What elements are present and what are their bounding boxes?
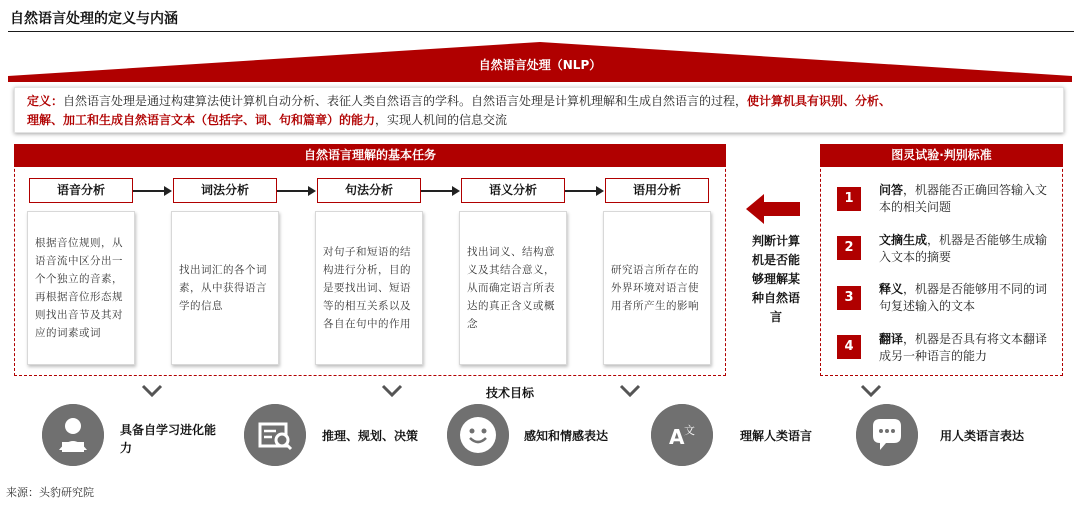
step-syntactic-analysis: 句法分析 <box>317 178 421 203</box>
flow-arrow-head <box>596 186 604 196</box>
turing-test-title: 图灵试验·判别标准 <box>820 144 1063 167</box>
criterion-term: 文摘生成 <box>879 233 928 247</box>
goal-label: 具备自学习进化能力 <box>120 423 217 455</box>
left-arrow-icon <box>746 194 800 224</box>
nlp-header: 自然语言处理（NLP） <box>478 58 602 72</box>
task-card-pragmatic: 研究语言所存在的外界环境对语言使用者所产生的影响 <box>603 211 711 365</box>
chevron-down-icon <box>141 384 163 398</box>
task-card-semantic: 找出词义、结构意义及其结合意义，从而确定语言所表达的真正含义或概念 <box>459 211 567 365</box>
definition-text: 自然语言处理是通过构建算法使计算机自动分析、表征人类自然语言的学科。自然语言处理是计算机理解和生成自然语言的过程， <box>63 94 748 108</box>
criterion-number: 4 <box>837 335 861 359</box>
criterion-number: 3 <box>837 286 861 310</box>
criterion-summary <box>879 232 1055 266</box>
criterion-translation <box>879 331 1055 365</box>
goals-title: 技术目标 <box>486 386 535 400</box>
reasoning-search-icon <box>244 404 306 466</box>
criterion-desc: ，机器是否能够生成输入文本的摘要 <box>879 233 1048 264</box>
definition-text-end: ，实现人机间的信息交流 <box>375 113 508 127</box>
criterion-number: 1 <box>837 187 861 211</box>
source-note: 来源：头豹研究院 <box>6 486 94 499</box>
definition-box <box>14 87 1064 133</box>
definition-label: 定义： <box>27 94 64 108</box>
chevron-down-icon <box>860 384 882 398</box>
criterion-qa <box>879 182 1055 216</box>
flow-arrow-head <box>164 186 172 196</box>
step-lexical-analysis: 词法分析 <box>173 178 277 203</box>
goal-label: 理解人类语言 <box>740 429 813 443</box>
criterion-desc: ，机器是否能够用不同的词句复述输入的文本 <box>879 282 1048 313</box>
judge-text: 判断计算机是否能够理解某种自然语言 <box>752 234 801 324</box>
step-phonetic-analysis: 语音分析 <box>29 178 133 203</box>
title-divider <box>8 31 1074 32</box>
speech-bubble-icon <box>856 404 918 466</box>
criterion-term: 释义 <box>879 282 904 296</box>
step-semantic-analysis: 语义分析 <box>461 178 565 203</box>
translate-icon <box>651 404 713 466</box>
chevron-down-icon <box>381 384 403 398</box>
criterion-term: 问答 <box>879 183 904 197</box>
task-card-phonetic: 根据音位规则，从语音流中区分出一个个独立的音素，再根据音位形态规则找出音节及其对应的词素或词 <box>27 211 135 365</box>
criterion-paraphrase <box>879 281 1055 315</box>
smiley-face-icon <box>447 404 509 466</box>
svg-text:A: A <box>669 425 685 449</box>
task-card-lexical: 找出词汇的各个词素，从中获得语言学的信息 <box>171 211 279 365</box>
goal-label: 用人类语言表达 <box>940 429 1025 443</box>
self-learning-icon <box>42 404 104 466</box>
task-card-syntactic: 对句子和短语的结构进行分析，目的是要找出词、短语等的相互关系以及各自在句中的作用 <box>315 211 423 365</box>
definition-highlight: 使计算机具有识别、分析、 <box>747 94 892 108</box>
flow-arrow <box>421 190 453 192</box>
page-title: 自然语言处理的定义与内涵 <box>10 11 178 27</box>
definition-highlight-continued: 理解、加工和生成自然语言文本（包括字、词、句和篇章）的能力 <box>27 113 376 127</box>
step-pragmatic-analysis: 语用分析 <box>605 178 709 203</box>
goal-label: 感知和情感表达 <box>524 429 609 443</box>
criterion-term: 翻译 <box>879 332 904 346</box>
chevron-down-icon <box>619 384 641 398</box>
criterion-desc: ，机器是否具有将文本翻译成另一种语言的能力 <box>879 332 1048 363</box>
flow-arrow-head <box>452 186 460 196</box>
flow-arrow <box>277 190 309 192</box>
svg-text:文: 文 <box>684 424 695 437</box>
flow-arrow <box>565 190 597 192</box>
criterion-desc: ，机器能否正确回答输入文本的相关问题 <box>879 183 1048 214</box>
flow-arrow <box>133 190 165 192</box>
flow-arrow-head <box>308 186 316 196</box>
criterion-number: 2 <box>837 236 861 260</box>
goal-label: 推理、规划、决策 <box>322 429 419 443</box>
basic-tasks-title: 自然语言理解的基本任务 <box>14 144 726 167</box>
